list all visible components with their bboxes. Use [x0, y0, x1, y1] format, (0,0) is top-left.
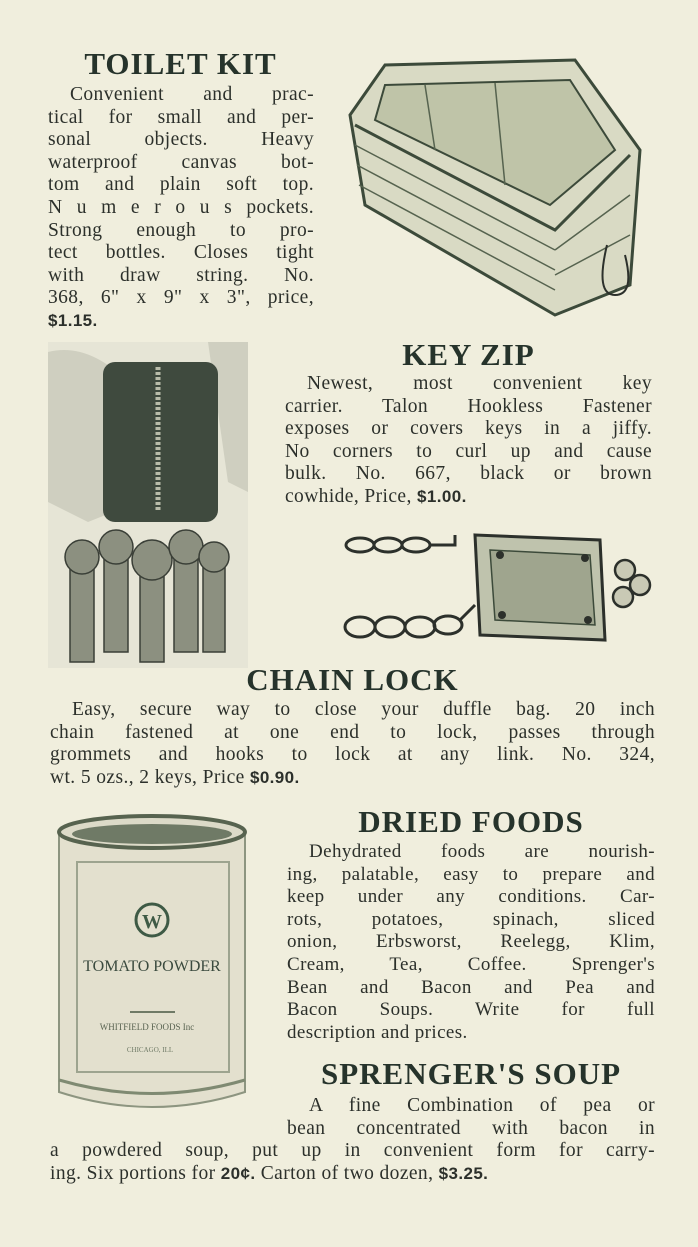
key-zip-photo [48, 342, 248, 668]
text-line: bean concentrated with bacon in [287, 1117, 655, 1139]
text-line: onion, Erbsworst, Reelegg, Klim, [287, 931, 655, 953]
text-line: ing, palatable, easy to prepare and [287, 863, 655, 885]
tomato-powder-can-image [55, 812, 250, 1117]
text-line: description and prices. [287, 1021, 468, 1043]
dried-foods-title: DRIED FOODS [358, 804, 584, 839]
text-line [285, 486, 652, 509]
toilet-kit-title: TOILET KIT [84, 46, 277, 81]
carton-price: $3.25. [438, 1163, 489, 1183]
text-line: sonal objects. Heavy [48, 129, 314, 151]
svg-text:W: W [142, 911, 162, 933]
sprengers-soup-description-bottom [50, 1140, 655, 1185]
text-line: grommets and hooks to lock at any link. No. 324, [50, 744, 655, 766]
portion-price: 20¢. [220, 1163, 256, 1183]
text-line: waterproof canvas bot- [48, 151, 314, 173]
chain-lock-title: CHAIN LOCK [246, 662, 459, 697]
text-line: Newest, most convenient key [307, 373, 652, 394]
text-line: tect bottles. Closes tight [48, 242, 314, 264]
text-line: Bacon Soups. Write for full [287, 999, 655, 1021]
text-line: chain fastened at one end to lock, passes through [50, 721, 655, 743]
text-line [50, 767, 655, 790]
text-line: A fine Combination of pea or [309, 1095, 655, 1116]
text-line: tical for small and per- [48, 106, 314, 128]
toilet-kit-price: $1.15. [48, 310, 98, 330]
sprengers-soup-description-top [287, 1095, 655, 1140]
text-line: carrier. Talon Hookless Fastener [285, 395, 652, 417]
can-maker-label: WHITFIELD FOODS Inc [99, 1022, 195, 1032]
text-line: No corners to curl up and cause [285, 440, 652, 462]
text-line [50, 1163, 655, 1186]
last-line-text: Carton of two dozen, [255, 1162, 439, 1184]
chain-lock-illustration [340, 525, 655, 650]
text-line: Bean and Bacon and Pea and [287, 976, 655, 998]
toilet-kit-description [48, 84, 314, 333]
text-line: bulk. No. 667, black or brown [285, 463, 652, 485]
text-line: Dehydrated foods are nourish- [309, 841, 655, 862]
key-zip-description [285, 373, 652, 509]
dried-foods-description [287, 841, 655, 1044]
text-line: Cream, Tea, Coffee. Sprenger's [287, 953, 655, 975]
sprengers-soup-title: SPRENGER'S SOUP [320, 1056, 622, 1091]
toilet-kit-illustration [345, 55, 645, 320]
text-line: Strong enough to pro- [48, 219, 314, 241]
last-line-text: ing. Six portions for [50, 1162, 221, 1184]
can-product-label: TOMATO POWDER [83, 958, 221, 975]
chain-lock-description [50, 699, 655, 789]
text-line: keep under any conditions. Car- [287, 886, 655, 908]
last-line-text: cowhide, Price, [285, 485, 418, 507]
key-zip-price: $1.00. [417, 486, 467, 506]
text-line: Easy, secure way to close your duffle bag. 20 inch [72, 699, 655, 720]
key-zip-title: KEY ZIP [402, 337, 535, 372]
text-line: rots, potatoes, spinach, sliced [287, 908, 655, 930]
text-line: with draw string. No. [48, 264, 314, 286]
text-line: Convenient and prac- [70, 84, 314, 105]
last-line-text: wt. 5 ozs., 2 keys, Price [50, 766, 250, 788]
can-city-label: CHICAGO, ILL [126, 1046, 174, 1054]
text-line: 368, 6" x 9" x 3", price, [48, 287, 314, 309]
text-line: tom and plain soft top. [48, 174, 314, 196]
text-line: a powdered soup, put up in convenient form for carry- [50, 1140, 655, 1161]
text-line: exposes or covers keys in a jiffy. [285, 418, 652, 440]
text-line: N u m e r o u s pockets. [48, 196, 314, 218]
chain-lock-price: $0.90. [249, 767, 300, 787]
